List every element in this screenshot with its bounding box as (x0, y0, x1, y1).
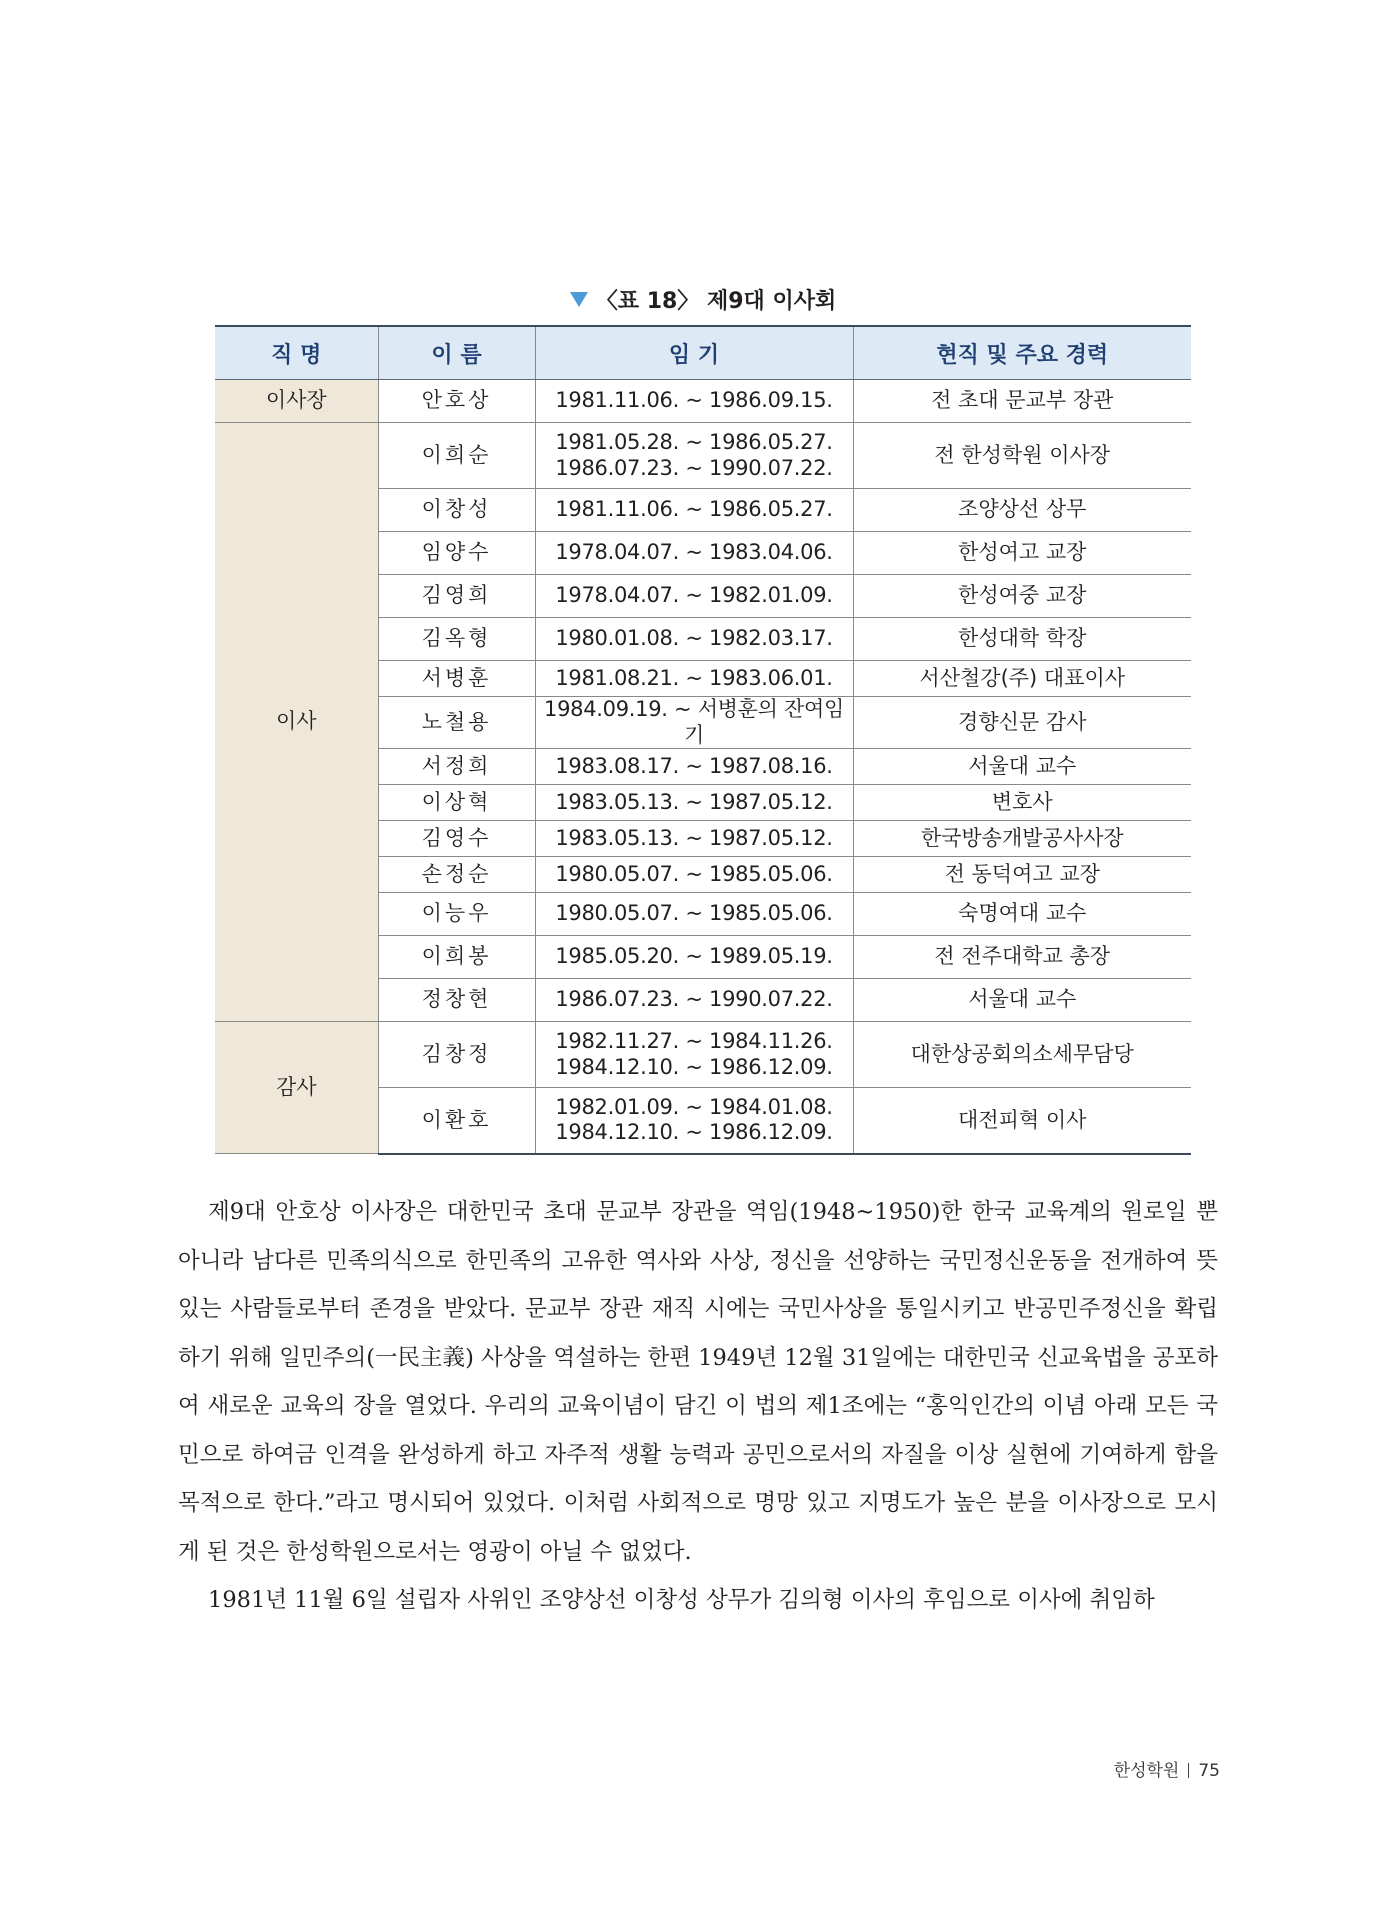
term-line: 1980.05.07. ~ 1985.05.06. (555, 861, 833, 886)
term-line: 1981.08.21. ~ 1983.06.01. (555, 665, 833, 690)
term-line: 1980.01.08. ~ 1982.03.17. (555, 626, 833, 651)
header-name: 이 름 (378, 326, 535, 380)
position-cell: 이사장 (215, 380, 378, 423)
career-cell: 한국방송개발공사사장 (853, 821, 1191, 857)
body-text (178, 1188, 1218, 1625)
term-line: 1981.11.06. ~ 1986.09.15. (555, 388, 833, 413)
name-cell: 정창현 (378, 979, 535, 1022)
name-cell: 서정희 (378, 749, 535, 785)
term-cell (535, 532, 853, 575)
career-cell: 한성대학 학장 (853, 618, 1191, 661)
term-cell (535, 821, 853, 857)
career-cell: 전 전주대학교 총장 (853, 936, 1191, 979)
term-cell (535, 785, 853, 821)
term-line: 1986.07.23. ~ 1990.07.22. (555, 455, 833, 480)
triangle-down-icon (570, 292, 588, 307)
position-cell: 이사 (215, 423, 378, 1022)
career-cell: 대한상공회의소세무담당 (853, 1022, 1191, 1088)
name-cell: 임양수 (378, 532, 535, 575)
table-caption (215, 282, 1191, 322)
table-caption-text: 〈표 18〉 제9대 이사회 (595, 289, 837, 314)
table-row (215, 423, 1191, 489)
career-cell: 변호사 (853, 785, 1191, 821)
name-cell: 이환호 (378, 1088, 535, 1154)
term-line: 1978.04.07. ~ 1983.04.06. (555, 540, 833, 565)
career-cell: 한성여중 교장 (853, 575, 1191, 618)
table-header-row (215, 326, 1191, 380)
board-members-table (215, 325, 1191, 1155)
term-cell (535, 936, 853, 979)
career-cell: 대전피혁 이사 (853, 1088, 1191, 1154)
career-cell: 서울대 교수 (853, 749, 1191, 785)
term-line: 1983.08.17. ~ 1987.08.16. (555, 753, 833, 778)
name-cell: 이희봉 (378, 936, 535, 979)
term-cell (535, 380, 853, 423)
page-number: 75 (1198, 1761, 1220, 1781)
header-term: 임 기 (535, 326, 853, 380)
page-footer (1050, 1756, 1220, 1781)
career-cell: 전 한성학원 이사장 (853, 423, 1191, 489)
term-cell (535, 423, 853, 489)
term-line: 1983.05.13. ~ 1987.05.12. (555, 825, 833, 850)
term-line: 1981.05.28. ~ 1986.05.27. (555, 429, 833, 454)
career-cell: 전 초대 문교부 장관 (853, 380, 1191, 423)
term-line: 1986.07.23. ~ 1990.07.22. (555, 987, 833, 1012)
term-cell (535, 575, 853, 618)
table-body (215, 380, 1191, 1154)
term-line: 1980.05.07. ~ 1985.05.06. (555, 901, 833, 926)
career-cell: 조양상선 상무 (853, 489, 1191, 532)
position-cell: 감사 (215, 1022, 378, 1154)
term-line: 1982.01.09. ~ 1984.01.08. (555, 1094, 833, 1119)
term-line: 1978.04.07. ~ 1982.01.09. (555, 583, 833, 608)
term-line: 1985.05.20. ~ 1989.05.19. (555, 944, 833, 969)
table-row (215, 380, 1191, 423)
term-cell (535, 1022, 853, 1088)
name-cell: 김영희 (378, 575, 535, 618)
name-cell: 김창정 (378, 1022, 535, 1088)
career-cell: 경향신문 감사 (853, 697, 1191, 749)
name-cell: 김옥형 (378, 618, 535, 661)
career-cell: 서울대 교수 (853, 979, 1191, 1022)
term-line: 1983.05.13. ~ 1987.05.12. (555, 789, 833, 814)
name-cell: 김영수 (378, 821, 535, 857)
term-cell (535, 749, 853, 785)
term-cell (535, 979, 853, 1022)
name-cell: 노철용 (378, 697, 535, 749)
term-cell (535, 893, 853, 936)
career-cell: 숙명여대 교수 (853, 893, 1191, 936)
term-line: 1982.11.27. ~ 1984.11.26. (555, 1029, 833, 1054)
paragraph-2: 1981년 11월 6일 설립자 사위인 조양상선 이창성 상무가 김의형 이사의 후임으로 이사에 취임하 (208, 1587, 1155, 1613)
footer-divider (1188, 1763, 1189, 1778)
table-row (215, 1022, 1191, 1088)
term-cell (535, 857, 853, 893)
name-cell: 이상혁 (378, 785, 535, 821)
name-cell: 이창성 (378, 489, 535, 532)
career-cell: 한성여고 교장 (853, 532, 1191, 575)
name-cell: 이능우 (378, 893, 535, 936)
term-line: 1984.12.10. ~ 1986.12.09. (555, 1054, 833, 1079)
header-position: 직 명 (215, 326, 378, 380)
header-career: 현직 및 주요 경력 (853, 326, 1191, 380)
term-cell (535, 489, 853, 532)
term-line: 1984.09.19. ~ 서병훈의 잔여임기 (544, 697, 844, 747)
term-line: 1981.11.06. ~ 1986.05.27. (555, 497, 833, 522)
name-cell: 손정순 (378, 857, 535, 893)
career-cell: 전 동덕여고 교장 (853, 857, 1191, 893)
term-cell (535, 661, 853, 697)
term-cell (535, 697, 853, 749)
term-cell (535, 618, 853, 661)
name-cell: 서병훈 (378, 661, 535, 697)
footer-title: 한성학원 (1113, 1761, 1180, 1781)
term-line: 1984.12.10. ~ 1986.12.09. (555, 1120, 833, 1145)
name-cell: 이희순 (378, 423, 535, 489)
paragraph-1: 제9대 안호상 이사장은 대한민국 초대 문교부 장관을 역임(1948~1950)한 한국 교육계의 원로일 뿐 아니라 남다른 민족의식으로 한민족의 고유한 역사와 사상, 정신을 선양하는 국민정신운동을 전개하여 뜻있는 사람들로부터 존경을 받았다. 문교부 장관 재직 시에는 국민사상을 통일시키고 반공민주정신을 확립하기 위해 일민주의(一民主義) 사상을 역설하는 한편 1949년 12월 31일에는 대한민국 신교육법을 공포하여 새로운 교육의 장을 열었다. 우리의 교육이념이 담긴 이 법의 제1조에는 “홍익인간의 이념 아래 모든 국민으로 하여금 인격을 완성하게 하고 자주적 생활 능력과 공민으로서의 자질을 이상 실현에 기여하게 함을 목적으로 한다.”라고 명시되어 있었다. 이처럼 사회적으로 명망 있고 지명도가 높은 분을 이사장으로 모시게 된 것은 한성학원으로서는 영광이 아닐 수 없었다. (178, 1199, 1218, 1565)
term-cell (535, 1088, 853, 1154)
name-cell: 안호상 (378, 380, 535, 423)
career-cell: 서산철강(주) 대표이사 (853, 661, 1191, 697)
